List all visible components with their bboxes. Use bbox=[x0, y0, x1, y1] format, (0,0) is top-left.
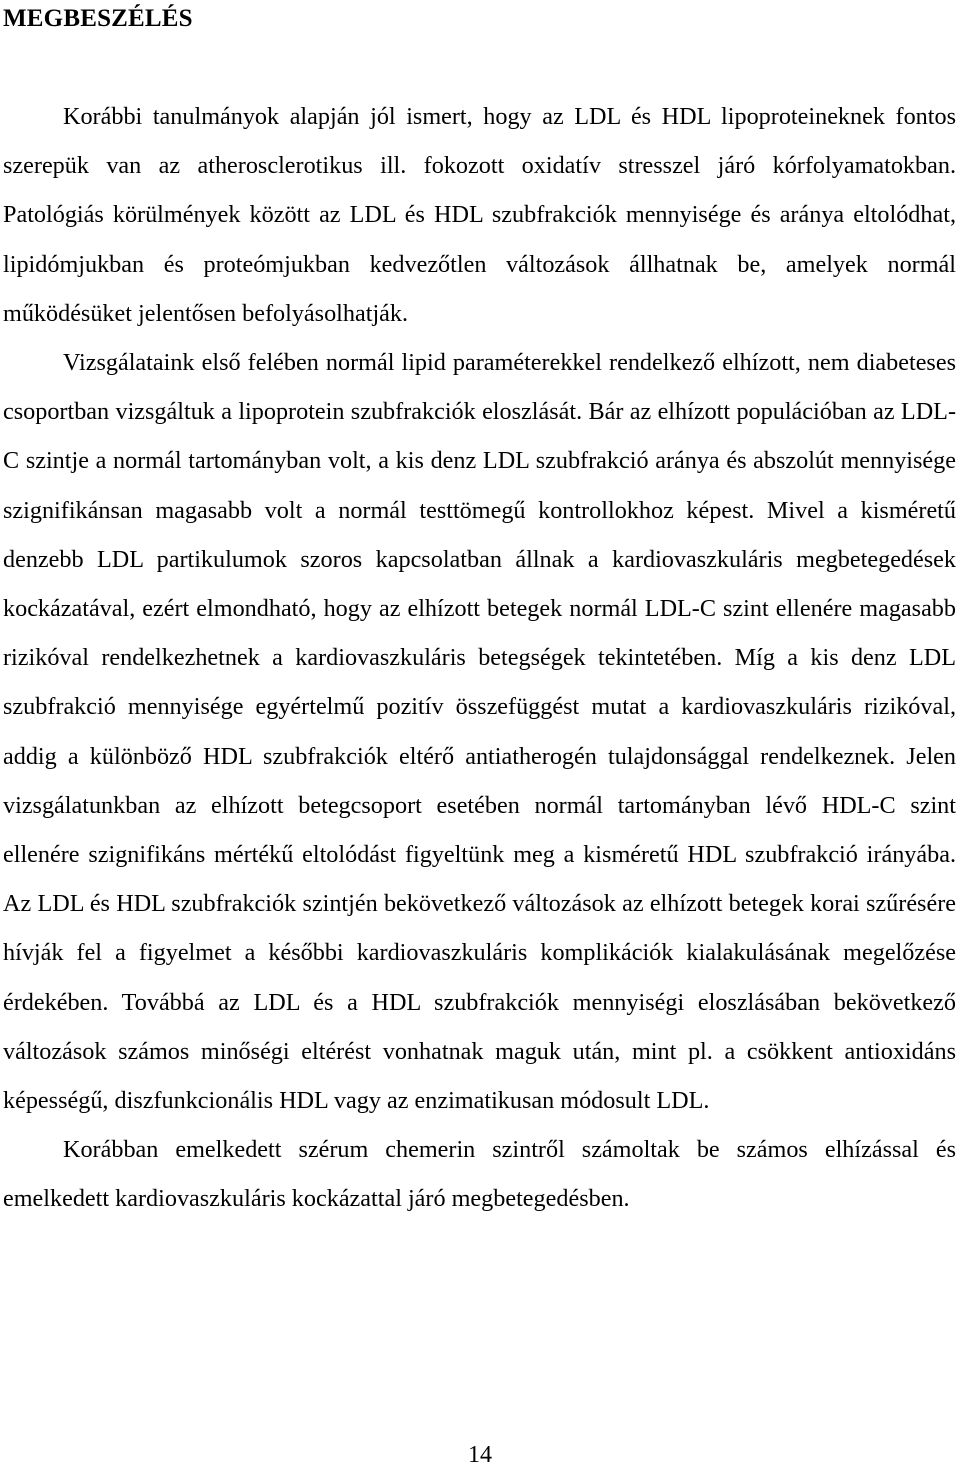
paragraph: Korábbi tanulmányok alapján jól ismert, hogy az LDL és HDL lipoproteineknek fontos szerepük van az atherosclerotikus ill. fokozott oxidatív stresszel járó kórfolyamatokban. Patológiás körülmények között az LDL és HDL szubfrakciók mennyisége és aránya eltolódhat, lipidómjukban és proteómjukban kedvezőtlen változások állhatnak be, amelyek normál működésüket jelentősen befolyásolhatják. bbox=[3, 103, 956, 327]
page-number: 14 bbox=[468, 1442, 492, 1468]
body-text bbox=[3, 92, 956, 1224]
section-heading: MEGBESZÉLÉS bbox=[3, 5, 193, 32]
paragraph: Vizsgálataink első felében normál lipid paraméterekkel rendelkező elhízott, nem diabeteses csoportban vizsgáltuk a lipoprotein szubfrakciók eloszlását. Bár az elhízott populációban az LDL-C szintje a normál tartományban volt, a kis denz LDL szubfrakció aránya és abszolút mennyisége szignifikánsan magasabb volt a normál testtömegű kontrollokhoz képest. Mivel a kisméretű denzebb LDL partikulumok szoros kapcsolatban állnak a kardiovaszkuláris megbetegedések kockázatával, ezért elmondható, hogy az elhízott betegek normál LDL-C szint ellenére magasabb rizikóval rendelkezhetnek a kardiovaszkuláris betegségek tekintetében. Míg a kis denz LDL szubfrakció mennyisége egyértelmű pozitív összefüggést mutat a kardiovaszkuláris rizikóval, addig a különböző HDL szubfrakciók eltérő antiatherogén tulajdonsággal rendelkeznek. Jelen vizsgálatunkban az elhízott betegcsoport esetében normál tartományban lévő HDL-C szint ellenére szignifikáns mértékű eltolódást figyeltünk meg a kisméretű HDL szubfrakció irányába. Az LDL és HDL szubfrakciók szintjén bekövetkező változások az elhízott betegek korai szűrésére hívják fel a figyelmet a későbbi kardiovaszkuláris komplikációk kialakulásának megelőzése érdekében. Továbbá az LDL és a HDL szubfrakciók mennyiségi eloszlásában bekövetkező változások számos minőségi eltérést vonhatnak maguk után, mint pl. a csökkent antioxidáns képességű, diszfunkcionális HDL vagy az enzimatikusan módosult LDL. bbox=[3, 349, 956, 1115]
paragraph: Korábban emelkedett szérum chemerin szintről számoltak be számos elhízással és emelkedett kardiovaszkuláris kockázattal járó megbetegedésben. bbox=[3, 1136, 956, 1213]
